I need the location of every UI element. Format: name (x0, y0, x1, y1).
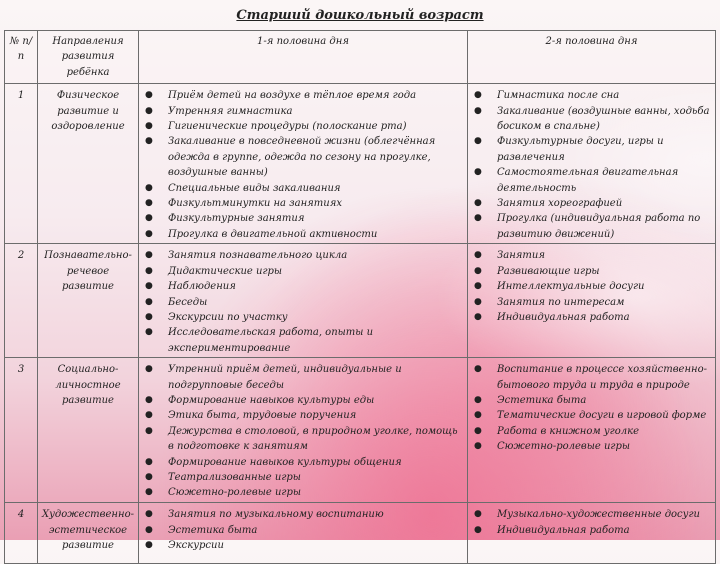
list-item-text: Дидактические игры (168, 265, 283, 277)
row-direction: Художественно-эстетическое развитие (38, 503, 139, 564)
table-body (5, 84, 716, 564)
row-direction: Познавательно-речевое развитие (38, 244, 139, 358)
list-item-text: Экскурсии по участку (168, 311, 288, 323)
list-item (142, 248, 464, 263)
bullet-dot-icon: ● (145, 487, 153, 498)
list-item-text: Приём детей на воздухе в тёплое время года (168, 90, 417, 102)
list-item (142, 211, 464, 226)
table-row (5, 84, 716, 244)
list-item-text: Беседы (168, 296, 208, 308)
list-item-text: Занятия по музыкальному воспитанию (168, 509, 384, 521)
bullet-dot-icon: ● (145, 410, 153, 421)
header-row (5, 31, 716, 84)
list-item (471, 134, 712, 165)
bullet-dot-icon: ● (474, 410, 482, 421)
list-item-text: Специальные виды закаливания (168, 182, 341, 194)
list-item-text: Физкультурные досуги, игры и развлечения (497, 136, 664, 163)
list-item-text: Гигиенические процедуры (полоскание рта) (168, 121, 407, 133)
list-item (142, 264, 464, 279)
list-item-text: Самостоятельная двигательная деятельность (497, 167, 679, 194)
row-number: 2 (5, 244, 38, 358)
bullet-dot-icon: ● (145, 296, 153, 307)
bullet-dot-icon: ● (145, 198, 153, 209)
list-item-text: Прогулка в двигательной активности (168, 228, 378, 240)
bullet-dot-icon: ● (145, 228, 153, 239)
list-item (142, 470, 464, 485)
list-item (471, 88, 712, 103)
list-item-text: Прогулка (индивидуальная работа по развитию движений) (497, 213, 701, 240)
bullet-dot-icon: ● (145, 250, 153, 261)
list-item (142, 455, 464, 470)
second-half-list (471, 359, 712, 454)
bullet-dot-icon: ● (145, 136, 153, 147)
list-item (471, 211, 712, 242)
bullet-dot-icon: ● (474, 213, 482, 224)
table-row (5, 358, 716, 503)
row-number: 4 (5, 503, 38, 564)
list-item-text: Сюжетно-ролевые игры (497, 441, 631, 453)
list-item-text: Исследовательская работа, опыты и экспериментирование (168, 327, 374, 354)
list-item-text: Формирование навыков культуры еды (168, 394, 375, 406)
list-item-text: Закаливание в повседневной жизни (облегчённая одежда в группе, одежда по сезону на прогулке, воздушные ванны) (168, 136, 436, 179)
list-item-text: Развивающие игры (497, 265, 600, 277)
list-item (142, 227, 464, 242)
bullet-dot-icon: ● (145, 281, 153, 292)
page-title: Старший дошкольный возраст (236, 8, 484, 23)
list-item (471, 279, 712, 294)
list-item-text: Экскурсии (168, 539, 224, 551)
list-item-text: Музыкально-художественные досуги (497, 509, 700, 521)
list-item (142, 408, 464, 423)
list-item (142, 310, 464, 325)
second-half-list (471, 504, 712, 538)
bullet-dot-icon: ● (474, 281, 482, 292)
list-item-text: Формирование навыков культуры общения (168, 456, 402, 468)
row-direction: Физическое развитие и оздоровление (38, 84, 139, 244)
list-item (471, 424, 712, 439)
list-item-text: Этика быта, трудовые поручения (168, 410, 357, 422)
bullet-dot-icon: ● (145, 456, 153, 467)
bullet-dot-icon: ● (145, 105, 153, 116)
list-item (471, 507, 712, 522)
bullet-dot-icon: ● (474, 364, 482, 375)
bullet-dot-icon: ● (474, 509, 482, 520)
bullet-dot-icon: ● (474, 524, 482, 535)
bullet-dot-icon: ● (474, 136, 482, 147)
list-item-text: Занятия познавательного цикла (168, 250, 348, 262)
second-half-cell (468, 244, 716, 358)
list-item-text: Индивидуальная работа (497, 311, 630, 323)
list-item-text: Эстетика быта (497, 394, 587, 406)
list-item-text: Сюжетно-ролевые игры (168, 487, 302, 499)
list-item (142, 295, 464, 310)
list-item (142, 279, 464, 294)
bullet-dot-icon: ● (145, 425, 153, 436)
list-item (142, 362, 464, 393)
list-item (142, 485, 464, 500)
list-item (471, 393, 712, 408)
list-item-text: Тематические досуги в игровой форме (497, 410, 707, 422)
bullet-dot-icon: ● (145, 471, 153, 482)
list-item (142, 88, 464, 103)
bullet-dot-icon: ● (474, 167, 482, 178)
table-row (5, 244, 716, 358)
bullet-dot-icon: ● (145, 509, 153, 520)
bullet-dot-icon: ● (145, 90, 153, 101)
bullet-dot-icon: ● (474, 425, 482, 436)
list-item (142, 523, 464, 538)
list-item (142, 196, 464, 211)
bullet-dot-icon: ● (474, 311, 482, 322)
list-item-text: Наблюдения (168, 281, 236, 293)
bullet-dot-icon: ● (145, 182, 153, 193)
second-half-cell (468, 358, 716, 503)
first-half-list (142, 245, 464, 356)
list-item (142, 104, 464, 119)
header-second-half: 2-я половина дня (468, 31, 716, 84)
header-num: № п/п (5, 31, 38, 84)
bullet-dot-icon: ● (474, 105, 482, 116)
list-item-text: Работа в книжном уголке (497, 425, 640, 437)
table-row (5, 503, 716, 564)
bullet-dot-icon: ● (145, 265, 153, 276)
list-item (142, 424, 464, 455)
list-item (471, 310, 712, 325)
list-item (142, 393, 464, 408)
bullet-dot-icon: ● (474, 250, 482, 261)
bullet-dot-icon: ● (145, 539, 153, 550)
first-half-list (142, 504, 464, 553)
bullet-dot-icon: ● (145, 327, 153, 338)
bullet-dot-icon: ● (145, 311, 153, 322)
first-half-cell (139, 244, 468, 358)
first-half-list (142, 359, 464, 501)
bullet-dot-icon: ● (474, 265, 482, 276)
bullet-dot-icon: ● (474, 198, 482, 209)
schedule-table (4, 30, 716, 564)
list-item-text: Физкультурные занятия (168, 213, 305, 225)
list-item-text: Гимнастика после сна (497, 90, 620, 102)
list-item-text: Утренняя гимнастика (168, 105, 293, 117)
row-direction: Социально-личностное развитие (38, 358, 139, 503)
bullet-dot-icon: ● (474, 394, 482, 405)
row-number: 1 (5, 84, 38, 244)
list-item (471, 523, 712, 538)
bullet-dot-icon: ● (145, 524, 153, 535)
second-half-list (471, 85, 712, 242)
list-item (142, 119, 464, 134)
first-half-list (142, 85, 464, 242)
list-item (142, 134, 464, 180)
list-item (142, 325, 464, 356)
second-half-cell (468, 503, 716, 564)
bullet-dot-icon: ● (145, 121, 153, 132)
list-item (142, 538, 464, 553)
list-item (471, 362, 712, 393)
list-item (471, 295, 712, 310)
first-half-cell (139, 358, 468, 503)
list-item-text: Утренний приём детей, индивидуальные и подгрупповые беседы (168, 364, 402, 391)
list-item-text: Воспитание в процессе хозяйственно-бытового труда и труда в природе (497, 364, 708, 391)
list-item-text: Физкультминутки на занятиях (168, 198, 342, 210)
list-item (471, 165, 712, 196)
header-first-half: 1-я половина дня (139, 31, 468, 84)
list-item (142, 507, 464, 522)
bullet-dot-icon: ● (474, 296, 482, 307)
second-half-cell (468, 84, 716, 244)
bullet-dot-icon: ● (145, 364, 153, 375)
bullet-dot-icon: ● (145, 213, 153, 224)
bullet-dot-icon: ● (474, 441, 482, 452)
list-item (471, 104, 712, 135)
list-item-text: Театрализованные игры (168, 471, 301, 483)
list-item (142, 181, 464, 196)
bullet-dot-icon: ● (474, 90, 482, 101)
first-half-cell (139, 84, 468, 244)
second-half-list (471, 245, 712, 325)
list-item-text: Занятия по интересам (497, 296, 625, 308)
list-item-text: Занятия хореографией (497, 198, 623, 210)
list-item (471, 408, 712, 423)
list-item-text: Дежурства в столовой, в природном уголке, помощь в подготовке к занятиям (168, 425, 458, 453)
list-item-text: Индивидуальная работа (497, 524, 630, 536)
row-number: 3 (5, 358, 38, 503)
bullet-dot-icon: ● (145, 394, 153, 405)
list-item-text: Эстетика быта (168, 524, 258, 536)
list-item (471, 196, 712, 211)
list-item-text: Закаливание (воздушные ванны, ходьба босиком в спальне) (497, 105, 710, 133)
list-item-text: Занятия (497, 250, 545, 262)
first-half-cell (139, 503, 468, 564)
header-direction: Направления развития ребёнка (38, 31, 139, 84)
list-item-text: Интеллектуальные досуги (497, 281, 645, 293)
list-item (471, 248, 712, 263)
list-item (471, 439, 712, 454)
list-item (471, 264, 712, 279)
